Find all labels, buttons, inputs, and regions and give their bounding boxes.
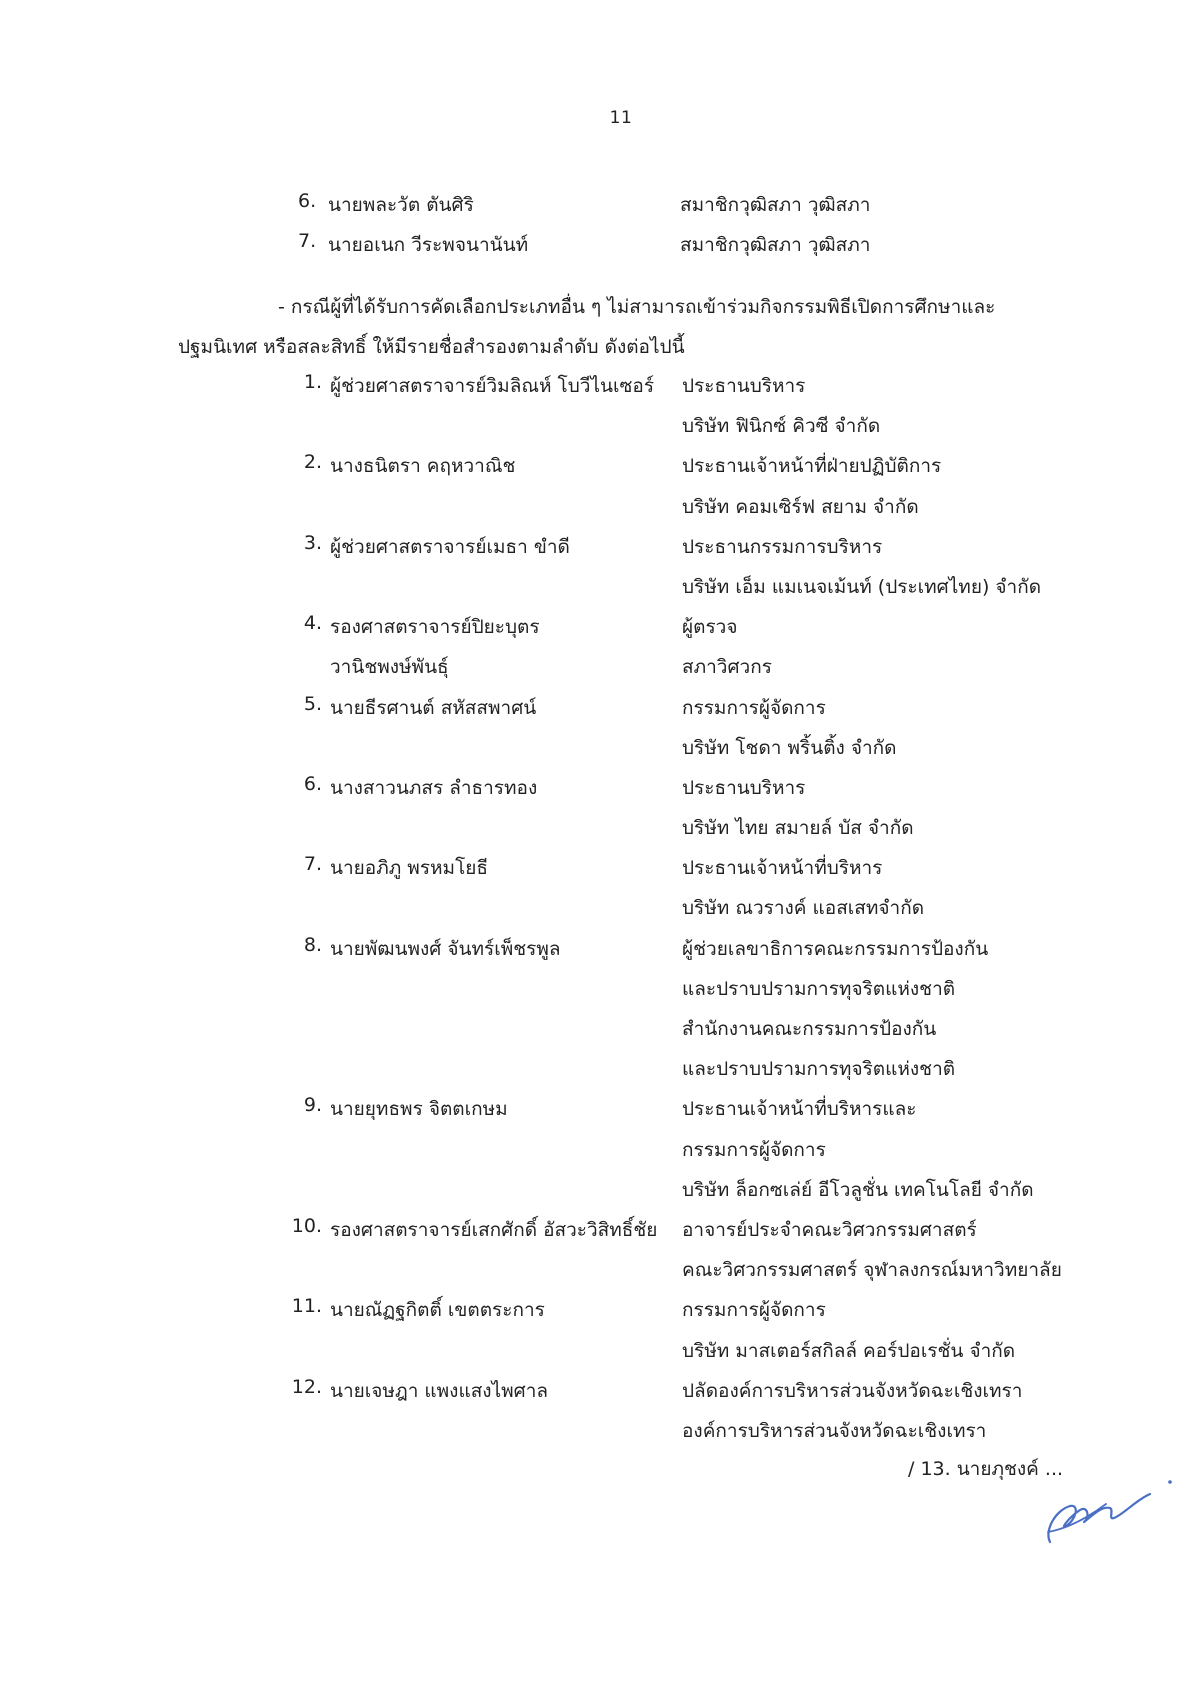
list-item — [294, 693, 1114, 733]
member-organization-continuation: และปราบปรามการทุจริตแห่งชาติ — [682, 1058, 956, 1081]
list-item-continuation — [294, 572, 1114, 612]
member-name: นายเจษฎา แพงแสงไพศาล — [330, 1379, 549, 1402]
item-number: 2. — [303, 451, 322, 474]
item-number: 1. — [303, 371, 322, 393]
list-item — [294, 451, 1114, 491]
member-position: กรรมการผู้จัดการ — [682, 696, 826, 719]
list-item — [294, 853, 1114, 893]
member-name: นายพละวัต ตันศิริ — [328, 194, 474, 216]
item-number: 11. — [291, 1295, 322, 1318]
page-number: 11 — [609, 108, 633, 128]
member-position: ประธานเจ้าหน้าที่ฝ่ายปฏิบัติการ — [682, 455, 942, 478]
list-item — [294, 532, 1114, 572]
list-item — [291, 1214, 1114, 1255]
list-item-continuation — [294, 1255, 1114, 1295]
member-position-continuation: กรรมการผู้จัดการ — [682, 1138, 826, 1161]
list-item — [291, 1375, 1114, 1416]
item-number: 6. — [303, 772, 322, 795]
member-organization: องค์การบริหารส่วนจังหวัดฉะเชิงเทรา — [682, 1419, 987, 1442]
list-item — [294, 612, 1114, 652]
list-item — [294, 1094, 1114, 1134]
member-name: ผู้ช่วยศาสตราจารย์วิมลิณห์ โบวีไนเซอร์ — [330, 375, 655, 397]
member-name: นางสาวนภสร ลำธารทอง — [330, 776, 538, 799]
member-position: ประธานบริหาร — [682, 776, 806, 799]
member-organization: บริษัท ณวรางค์ แอสเสทจำกัด — [682, 897, 925, 920]
alternate-list — [291, 371, 1114, 1456]
member-organization: สำนักงานคณะกรรมการป้องกัน — [682, 1018, 937, 1040]
member-organization: บริษัท ล็อกซเล่ย์ อีโวลูชั่น เทคโนโลยี จำกัด — [682, 1178, 1034, 1201]
member-name: นายอภิภู พรหมโยธี — [330, 857, 489, 880]
item-number: 6. — [298, 190, 317, 212]
member-organization: บริษัท ไทย สมายล์ บัส จำกัด — [682, 817, 914, 840]
member-position: ประธานบริหาร — [682, 375, 806, 397]
list-item-continuation — [294, 813, 1114, 853]
list-item-continuation — [294, 1054, 1114, 1094]
item-number: 10. — [291, 1214, 322, 1237]
member-position-continuation: และปราบปรามการทุจริตแห่งชาติ — [682, 977, 956, 1000]
list-item — [294, 773, 1114, 813]
list-item-continuation — [294, 411, 1114, 451]
list-item-continuation — [294, 974, 1114, 1014]
alternate-intro-paragraph — [178, 287, 1078, 367]
list-item-continuation — [294, 733, 1114, 773]
member-name: นายณัฏฐกิตติ์ เขตตระการ — [330, 1299, 545, 1322]
paragraph-line-2: ปฐมนิเทศ หรือสละสิทธิ์ ให้มีรายชื่อสำรองตามลำดับ ดังต่อไปนี้ — [178, 336, 685, 358]
list-item-continuation — [294, 1336, 1114, 1376]
member-position: กรรมการผู้จัดการ — [682, 1299, 826, 1322]
list-item — [298, 190, 1098, 230]
list-item-continuation — [294, 1014, 1114, 1054]
member-name: รองศาสตราจารย์ปิยะบุตร — [330, 616, 540, 639]
list-item — [294, 371, 1114, 411]
item-number: 4. — [303, 612, 322, 635]
member-position: ผู้ตรวจ — [682, 616, 738, 639]
paragraph-line-1: - กรณีผู้ที่ได้รับการคัดเลือกประเภทอื่น ๆ ไม่สามารถเข้าร่วมกิจกรรมพิธีเปิดการศึกษาและ — [278, 296, 996, 318]
list-item — [291, 1295, 1114, 1335]
list-item-continuation — [294, 1175, 1114, 1215]
member-name: นายอเนก วีระพจนานันท์ — [328, 234, 529, 257]
member-organization: สภาวิศวกร — [682, 656, 772, 679]
member-organization: บริษัท มาสเตอร์สกิลล์ คอร์ปอเรชั่น จำกัด — [682, 1339, 1016, 1362]
member-organization: บริษัท โชดา พริ้นติ้ง จำกัด — [682, 736, 897, 759]
member-organization: บริษัท ฟินิกซ์ คิวซี จำกัด — [682, 415, 881, 438]
list-item-continuation — [294, 893, 1114, 933]
item-number: 5. — [303, 692, 322, 715]
member-position: ประธานเจ้าหน้าที่บริหาร — [682, 857, 883, 880]
list-item-continuation — [294, 652, 1114, 692]
member-position: ปลัดองค์การบริหารส่วนจังหวัดฉะเชิงเทรา — [682, 1379, 1023, 1402]
item-number: 8. — [303, 933, 322, 956]
list-item — [294, 934, 1114, 974]
member-position: ประธานกรรมการบริหาร — [682, 535, 883, 558]
item-number: 3. — [303, 531, 322, 554]
member-name: รองศาสตราจารย์เสกศักดิ์ อัสวะวิสิทธิ์ชัย — [330, 1218, 658, 1241]
handwritten-signature — [1010, 1470, 1190, 1550]
member-position: สมาชิกวุฒิสภา วุฒิสภา — [680, 194, 871, 216]
item-number: 9. — [303, 1094, 322, 1117]
member-name: นายยุทธพร จิตตเกษม — [330, 1098, 508, 1121]
item-number: 7. — [303, 853, 322, 876]
member-position: ผู้ช่วยเลขาธิการคณะกรรมการป้องกัน — [682, 937, 989, 960]
item-number: 12. — [291, 1375, 322, 1398]
member-organization: บริษัท เอ็ม แมเนจเม้นท์ (ประเทศไทย) จำกัด — [682, 575, 1042, 598]
continuation-reference: / 13. นายภุชงค์ ... — [908, 1458, 1064, 1480]
member-position: อาจารย์ประจำคณะวิศวกรรมศาสตร์ — [682, 1218, 977, 1241]
member-organization: บริษัท คอมเซิร์ฟ สยาม จำกัด — [682, 495, 919, 518]
member-name: นายธีรศานต์ สหัสสพาศน์ — [330, 696, 537, 719]
item-number: 7. — [298, 230, 317, 253]
member-name: ผู้ช่วยศาสตราจารย์เมธา ขำดี — [330, 535, 570, 558]
list-item — [298, 230, 1098, 270]
member-position: ประธานเจ้าหน้าที่บริหารและ — [682, 1098, 917, 1121]
list-item-continuation — [294, 1135, 1114, 1175]
member-name: นายพัฒนพงศ์ จันทร์เพ็ชรพูล — [330, 937, 561, 960]
member-name: นางธนิตรา คฤหวาณิช — [330, 455, 516, 478]
member-position: สมาชิกวุฒิสภา วุฒิสภา — [680, 234, 871, 257]
list-item-continuation — [294, 1416, 1114, 1456]
member-name-continuation: วานิชพงษ์พันธุ์ — [330, 656, 449, 679]
top-member-list — [298, 190, 1098, 270]
member-organization: คณะวิศวกรรมศาสตร์ จุฬาลงกรณ์มหาวิทยาลัย — [682, 1259, 1062, 1282]
list-item-continuation — [294, 492, 1114, 532]
